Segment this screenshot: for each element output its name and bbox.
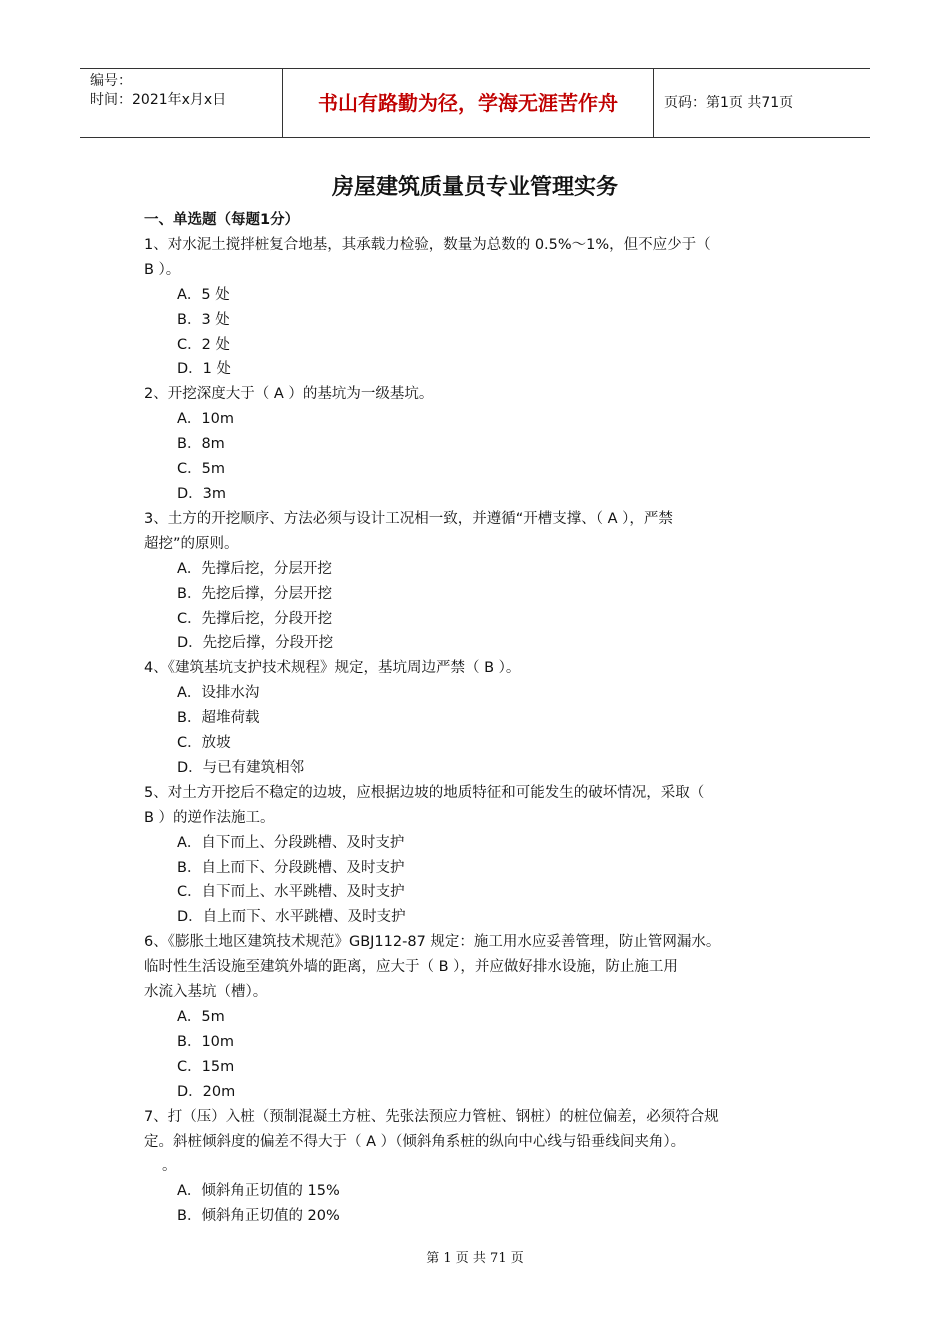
option: D．自上而下、水平跳槽、及时支护	[177, 909, 406, 926]
option: B．先挖后撑，分层开挖	[177, 585, 332, 602]
option: D．与已有建筑相邻	[177, 759, 305, 776]
header-table	[80, 68, 870, 138]
question-stem: 临时性生活设施至建筑外墙的距离，应大于（ B ），并应做好排水设施，防止施工用	[144, 959, 678, 976]
option: A．自下而上、分段跳槽、及时支护	[177, 834, 405, 851]
question-list	[144, 208, 812, 1229]
option: C．放坡	[177, 735, 231, 752]
option: C．2 处	[177, 336, 230, 353]
option: A．5 处	[177, 286, 230, 303]
option: A．倾斜角正切值的 15%	[177, 1183, 340, 1200]
question-stem: 4、《建筑基坑支护技术规程》规定，基坑周边严禁（ B ）。	[144, 660, 521, 677]
question-stem: 超挖”的原则。	[144, 535, 239, 552]
option: B．自上而下、分段跳槽、及时支护	[177, 859, 405, 876]
option: B．8m	[177, 436, 225, 453]
time-label: 时间：2021年x月x日	[90, 92, 227, 108]
section-heading: 一、单选题（每题1分）	[144, 212, 300, 228]
question-stem: 3、土方的开挖顺序、方法必须与设计工况相一致，并遵循“开槽支撑、（ A ），严禁	[144, 510, 673, 527]
option: B．3 处	[177, 311, 230, 328]
question-stem: 水流入基坑（槽）。	[144, 984, 268, 1001]
question-stem: 。	[162, 1158, 177, 1175]
question-stem: 1、对水泥土搅拌桩复合地基，其承载力检验，数量为总数的 0.5%～1%，但不应少于（	[144, 236, 711, 253]
option: B．超堆荷载	[177, 710, 260, 727]
question-stem: 定。斜桩倾斜度的偏差不得大于（ A ）（倾斜角系桩的纵向中心线与铅垂线间夹角）。	[144, 1133, 686, 1150]
option: B．倾斜角正切值的 20%	[177, 1208, 340, 1225]
option: C．自下而上、水平跳槽、及时支护	[177, 884, 405, 901]
option: A．设排水沟	[177, 685, 260, 702]
question-stem: B ）的逆作法施工。	[144, 809, 275, 826]
option: D．3m	[177, 485, 227, 502]
header-left-cell	[80, 69, 282, 137]
option: B．10m	[177, 1033, 235, 1050]
question-stem: 5、对土方开挖后不稳定的边坡，应根据边坡的地质特征和可能发生的破坏情况，采取（	[144, 784, 705, 801]
option: A．5m	[177, 1009, 225, 1025]
page-info: 页码：第1页 共71页	[664, 95, 794, 111]
page-footer: 第 1 页 共 71 页	[426, 1251, 524, 1266]
option: A．10m	[177, 411, 234, 428]
option: C．15m	[177, 1058, 235, 1075]
question-stem: 7、打（压）入桩（预制混凝土方桩、先张法预应力管桩、钢桩）的桩位偏差，必须符合规	[144, 1108, 719, 1125]
question-stem: B ）。	[144, 261, 181, 278]
option: C．5m	[177, 461, 225, 478]
option: D．1 处	[177, 361, 231, 378]
number-label: 编号：	[90, 73, 132, 89]
question-stem: 6、《膨胀土地区建筑技术规范》GBJ112-87 规定：施工用水应妥善管理，防止管网漏水。	[144, 934, 721, 951]
option: C．先撑后挖，分段开挖	[177, 610, 333, 627]
option: D．先挖后撑，分段开挖	[177, 635, 334, 652]
document-title: 房屋建筑质量员专业管理实务	[331, 174, 618, 200]
question-stem: 2、开挖深度大于（ A ）的基坑为一级基坑。	[144, 386, 434, 403]
option: D．20m	[177, 1083, 236, 1100]
motto: 书山有路勤为径，学海无涯苦作舟	[282, 69, 654, 137]
option: A．先撑后挖，分层开挖	[177, 560, 332, 577]
